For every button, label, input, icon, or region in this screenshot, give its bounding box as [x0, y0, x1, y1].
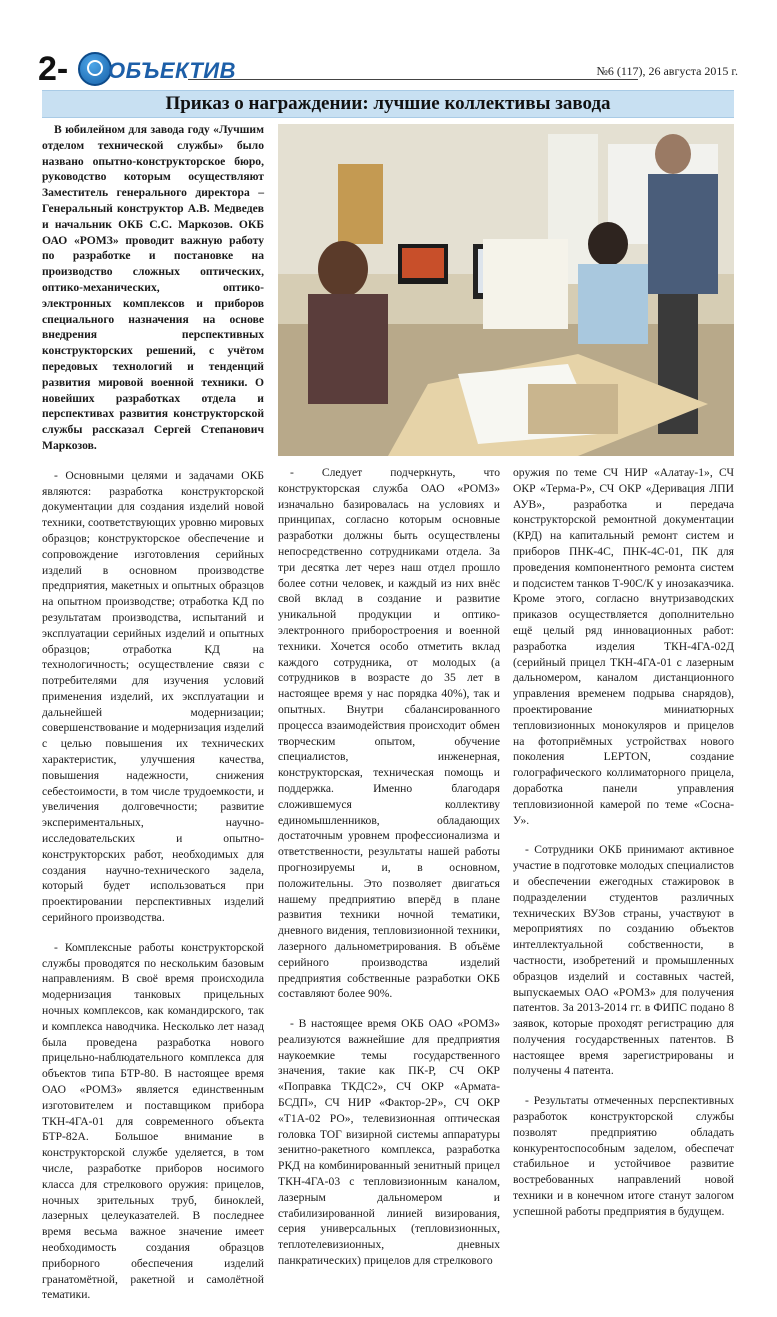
paragraph: - Основными целями и задачами ОКБ являются: разработка конструкторской документации для создания изделий новой техники, соответствующих уровню мировых образцов; конструкторское обеспечение и сопровождение изготовления серийных изделий в основном производстве предприятия, макетных и опытных образцов на опытном производстве; отработка КД по результатам производства, испытаний и эксплуатации серийных изделий и опытных образцов; отработка КД на технологичность; осуществление связи с потребителями для изучения условий применения изделий, их эксплуатации и дальнейшей модернизации; совершенствование и модернизация изделий с целью повышения их технических характеристик, улучшения качества, повышения надежности, снижения себестоимости, в том числе трудоемкости, и увеличения долговечности; развитие экспериментальных, научно-исследовательских и опытно-конструкторских работ, необходимых для создания научно-технического задела, который будет использоваться при проектировании перспективных изделий серийного производства.	[42, 468, 264, 925]
text-column-1	[42, 122, 264, 1317]
paragraph: - В настоящее время ОКБ ОАО «РОМЗ» реализуются важнейшие для предприятия наукоемкие темы государственного значения, такие как ПК-Р, СЧ ОКР «Поправка ТКДС2», СЧ ОКР «Армата-БСДП», СЧ НИР «Фактор-2Р», СЧ ОКР «Т1А-02 РО», телевизионная оптическая головка ТОГ визирной системы аппаратуры зенитно-ракетного комплекса, разработка РКД на комбинированный зенитный прицел ТКН-4ГА-03 с тепловизионным каналом, лазерным дальномером и стабилизированной линией визирования, серия универсальных (тепловизионных, теплотелевизионных, дневных панкратических) прицелов для стрелкового	[278, 1017, 500, 1268]
article-title-band	[42, 90, 734, 118]
newspaper-logo: ОБЪЕКТИВ	[108, 58, 236, 83]
masthead	[38, 50, 738, 86]
article-title: Приказ о награждении: лучшие коллективы завода	[165, 93, 611, 114]
globe-logo-icon	[78, 52, 112, 86]
office-photo	[278, 124, 734, 456]
page-number: 2-	[38, 50, 69, 88]
article-lead: В юбилейном для завода году «Лучшим отделом технической службы» было названо опытно-конструкторское бюро, руководство которым осуществляют Заместитель генерального директора – Генеральный конструктор А.В. Медведев и начальник ОКБ С.С. Маркозов. ОКБ ОАО «РОМЗ» проводит важную работу по разработке и постановке на производство сложных оптических, оптико-механических, оптико-электронных комплексов и приборов специального назначения на основе внедрения перспективных конструкторских решений, с учётом передовых технологий и тенденций развития мировой военной техники. О новейших разработках отдела и перспективах развития конструкторской службы рассказал Сергей Степанович Маркозов.	[42, 123, 264, 452]
paragraph: - Следует подчеркнуть, что конструкторская служба ОАО «РОМЗ» изначально базировалась на условиях и принципах, согласно которым основные разработки должны быть осуществлены непосредственно сотрудниками отдела. За три десятка лет через наш отдел прошло более сотни человек, и каждый из них внёс свой вклад в создание и развитие уникальной продукции и оптико-электронного приборостроения и военной техники. Хочется особо отметить вклад каждого сотрудника, от молодых (а сотрудников в возрасте до 35 лет в настоящее время у нас порядка 40%), так и опытных. Внутри сбалансированного процесса взаимодействия происходит обмен творческим опытом, обучение специалистов, инженерная, конструкторская, техническая помощь и поддержка. Именно благодаря сложившемуся коллективу единомышленников, обладающих достаточным уровнем профессионализма и ответственности, результаты нашей работы прогнозируемы и, в основном, положительны. Это позволяет двигаться нашему предприятию вперёд в плане развития техники ночной тематики, дневного видения, тепловизионной техники, лазерного дальнометрирования. В объёме серийного производства изделий предприятия собственные разработки ОКБ составляют более 90%.	[278, 466, 500, 1001]
header-rule	[188, 79, 638, 80]
text-column-2	[278, 465, 500, 1283]
paragraph: - Сотрудники ОКБ принимают активное участие в подготовке молодых специалистов и обеспечении ежегодных стажировок в подразделении студентов различных технических ВУЗов страны, участвуют в мероприятиях по созданию объектов интеллектуальной собственности, в частности, изобретений и промышленных образцов изделий и составных частей, выпускаемых ОАО «РОМЗ» для получения патентов. За 2013-2014 гг. в ФИПС подано 8 заявок, которые проходят регистрацию для получения государственных патентов. В настоящее время зарегистрированы и получены 4 патента.	[513, 843, 734, 1078]
paragraph: оружия по теме СЧ НИР «Алатау-1», СЧ ОКР «Терма-Р», СЧ ОКР «Деривация ЛПИ АУВ», разработка и передача конструкторской ремонтной документации (КРД) на капитальный ремонт систем и приборов ПНК-4С, ПНК-4С-01, ПК для проведения компонентного ремонта систем и подсистем танков Т-90С/К у инозаказчика. Кроме этого, согласно внутризаводских приказов осуществляется дополнительно ещё целый ряд инновационных работ: разработка изделия ТКН-4ГА-02Д (серийный прицел ТКН-4ГА-01 с лазерным дальномером, каналом дистанционного управления временем подрыва снарядов), проектирование миниатюрных тепловизионных монокуляров и прицелов на фотоприёмных устройствах нового поколения LEPTON, создание голографического коллиматорного прицела, доработка панели управления тепловизионной камерой по теме «Сосна-У».	[513, 466, 734, 827]
text-column-3	[513, 465, 734, 1234]
issue-info: №6 (117), 26 августа 2015 г.	[596, 64, 738, 78]
paragraph: - Результаты отмеченных перспективных разработок конструкторской службы позволят предприятию обладать конкурентоспособным заделом, обеспечат стабильное и устойчивое развитие востребованных направлений новой техники и в конечном итоге станут залогом успешной работы предприятия в будущем.	[513, 1094, 734, 1218]
paragraph: - Комплексные работы конструкторской службы проводятся по нескольким базовым направлениям. В своё время происходила модернизация танковых прицельных ночных комплексов, как командирского, так и комплекса наводчика. Несколько лет назад была проведена разработка нового прицельно-наблюдательного комплекса для объектов типа БТР-80. В настоящее время ОАО «РОМЗ» является единственным изготовителем и поставщиком прибора ТКН-4ГА-01 для современного объекта БТР-82А. Большое внимание в конструкторской службе уделяется, в том числе, разработке приборов носимого класса для стрелкового оружия: прицелов, ночных зрительных труб, биноклей, лазерных целеуказателей. В последнее время весьма важное значение имеет необходимость создания образцов приборного обеспечения изделий гранатомётной, ракетной и самолётной тематики.	[42, 940, 264, 1302]
